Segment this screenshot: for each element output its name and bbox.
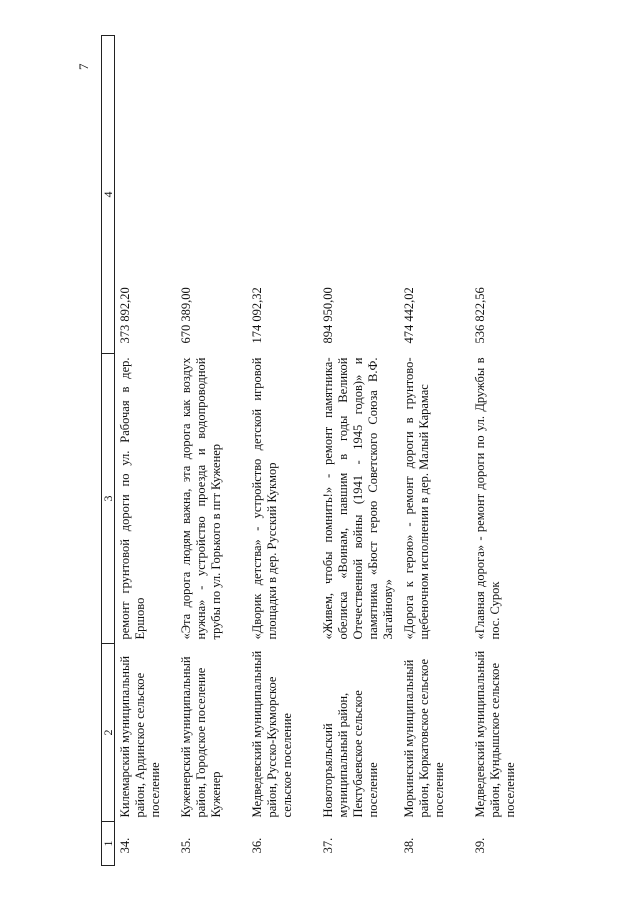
header-row [102,36,115,866]
table-row [115,36,177,866]
projects-table [101,35,541,866]
header-col-4: 4 [102,36,115,354]
table-row [318,36,399,866]
row-number: 39. [473,837,487,854]
amount-cell: 670 389,00 [179,287,193,344]
project-cell: «Живем, чтобы помнить!» - ремонт памятника-обелиска «Воинам, павшим в годы Великой Отечественной войны (1941 - 1945 годов)» и памятника «Бюст герою Советского Союза В.Ф. Загайнову» [321,357,395,640]
district-cell: Килемарский муниципальный район, Ардинское сельское поселение [118,655,162,818]
header-col-3: 3 [102,354,115,644]
district-cell: Куженерский муниципальный район, Городское поселение Куженер [179,656,223,818]
project-cell: ремонт грунтовой дороги по ул. Рабочая в дер. Ершово [118,357,147,640]
header-col-2: 2 [102,644,115,822]
page-number: 7 [76,63,91,70]
district-cell: Новоторъяльский муниципальный район, Пектубаевское сельское поселение [321,690,380,818]
row-number: 37. [321,837,335,854]
district-cell: Моркинский муниципальный район, Коркатовское сельское поселение [402,658,446,818]
amount-cell: 174 092,32 [250,287,264,344]
table-row [176,36,247,866]
rotated-table-sheet [101,36,521,866]
project-cell: «Главная дорога» - ремонт дороги по ул. Дружбы в пос. Сурок [473,357,502,640]
table-row [470,36,541,866]
amount-cell: 894 950,00 [321,287,335,344]
row-number: 38. [402,837,416,854]
project-cell: «Эта дорога людям важна, эта дорога как воздух нужна» - устройство проезда и водопроводной трубы по ул. Горького в пгт Куженер [179,357,223,640]
row-number: 34. [118,837,132,854]
row-number: 36. [250,837,264,854]
project-cell: «Дворик детства» - устройство детской игровой площадки в дер. Русский Кукмор [250,357,279,640]
project-cell: «Дорога к герою» - ремонт дороги в грунтово-щебеночном исполнении в дер. Малый Карамас [402,357,431,640]
header-col-1: 1 [102,822,115,866]
district-cell: Медведевский муниципальный район, Русско-Кукморское сельское поселение [250,650,294,818]
amount-cell: 536 822,56 [473,287,487,344]
row-number: 35. [179,837,193,854]
table-row [247,36,318,866]
district-cell: Медведевский муниципальный район, Кундышское сельское поселение [473,650,517,818]
amount-cell: 474 442,02 [402,287,416,344]
table-row [399,36,470,866]
amount-cell: 373 892,20 [118,287,132,344]
